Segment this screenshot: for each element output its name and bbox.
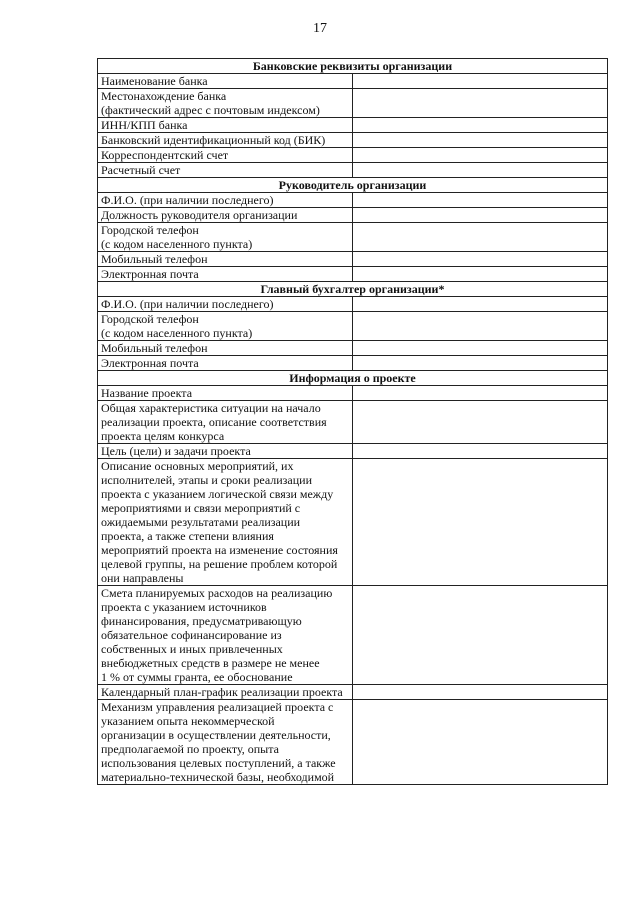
field-value-cell[interactable]	[353, 74, 608, 89]
field-label: Общая характеристика ситуации на начало реализации проекта, описание соответствия проекта целям конкурса	[98, 401, 353, 444]
field-label: ИНН/КПП банка	[98, 118, 353, 133]
table-row	[98, 163, 608, 178]
table-row	[98, 586, 608, 685]
table-row	[98, 341, 608, 356]
field-label: Механизм управления реализацией проекта с указанием опыта некоммерческой организации в осуществлении деятельности, предполагаемой по проекту, опыта использования целевых поступлений, а также материально-технической базы, необходимой	[98, 700, 353, 785]
section-header-row	[98, 178, 608, 193]
field-label: Описание основных мероприятий, их исполнителей, этапы и сроки реализации проекта с указанием логической связи между мероприятиями и связи мероприятий с ожидаемыми результатами реализации проекта, а также степени влияния мероприятий проекта на изменение состояния целевой группы, на решение проблем которой они направлены	[98, 459, 353, 586]
table-row	[98, 401, 608, 444]
field-value-cell[interactable]	[353, 401, 608, 444]
field-value-cell[interactable]	[353, 118, 608, 133]
field-value-cell[interactable]	[353, 267, 608, 282]
section-header-row	[98, 59, 608, 74]
field-value-cell[interactable]	[353, 193, 608, 208]
table-row	[98, 444, 608, 459]
table-row	[98, 74, 608, 89]
field-value-cell[interactable]	[353, 223, 608, 252]
field-label: Ф.И.О. (при наличии последнего)	[98, 193, 353, 208]
field-label: Название проекта	[98, 386, 353, 401]
field-label: Мобильный телефон	[98, 341, 353, 356]
table-row	[98, 89, 608, 118]
field-value-cell[interactable]	[353, 356, 608, 371]
field-label: Электронная почта	[98, 267, 353, 282]
section-header-row	[98, 371, 608, 386]
table-row	[98, 267, 608, 282]
field-value-cell[interactable]	[353, 685, 608, 700]
field-label: Банковский идентификационный код (БИК)	[98, 133, 353, 148]
field-value-cell[interactable]	[353, 312, 608, 341]
field-label: Смета планируемых расходов на реализацию проекта с указанием источников финансирования, предусматривающую обязательное софинансирование из собственных и иных привлеченных внебюджетных средств в размере не менее 1 % от суммы гранта, ее обоснование	[98, 586, 353, 685]
table-row	[98, 386, 608, 401]
field-value-cell[interactable]	[353, 386, 608, 401]
field-label: Электронная почта	[98, 356, 353, 371]
field-label: Календарный план-график реализации проекта	[98, 685, 353, 700]
table-row	[98, 118, 608, 133]
section-title: Главный бухгалтер организации*	[98, 282, 608, 297]
table-row	[98, 133, 608, 148]
field-label: Городской телефон (с кодом населенного пункта)	[98, 312, 353, 341]
field-label: Расчетный счет	[98, 163, 353, 178]
table-row	[98, 297, 608, 312]
field-label: Местонахождение банка (фактический адрес с почтовым индексом)	[98, 89, 353, 118]
page-number: 17	[313, 21, 327, 36]
field-value-cell[interactable]	[353, 297, 608, 312]
field-value-cell[interactable]	[353, 133, 608, 148]
field-value-cell[interactable]	[353, 252, 608, 267]
field-value-cell[interactable]	[353, 89, 608, 118]
table-row	[98, 459, 608, 586]
organization-info-table	[97, 58, 608, 785]
field-value-cell[interactable]	[353, 163, 608, 178]
field-label: Должность руководителя организации	[98, 208, 353, 223]
table-row	[98, 193, 608, 208]
table-row	[98, 356, 608, 371]
field-value-cell[interactable]	[353, 586, 608, 685]
field-value-cell[interactable]	[353, 341, 608, 356]
field-value-cell[interactable]	[353, 444, 608, 459]
section-title: Информация о проекте	[98, 371, 608, 386]
field-label: Цель (цели) и задачи проекта	[98, 444, 353, 459]
field-value-cell[interactable]	[353, 459, 608, 586]
field-label: Наименование банка	[98, 74, 353, 89]
section-title: Руководитель организации	[98, 178, 608, 193]
field-value-cell[interactable]	[353, 700, 608, 785]
table-row	[98, 685, 608, 700]
field-value-cell[interactable]	[353, 208, 608, 223]
field-label: Мобильный телефон	[98, 252, 353, 267]
field-label: Городской телефон (с кодом населенного пункта)	[98, 223, 353, 252]
table-row	[98, 208, 608, 223]
table-row	[98, 312, 608, 341]
field-value-cell[interactable]	[353, 148, 608, 163]
section-header-row	[98, 282, 608, 297]
field-label: Корреспондентский счет	[98, 148, 353, 163]
table-row	[98, 252, 608, 267]
section-title: Банковские реквизиты организации	[98, 59, 608, 74]
table-row	[98, 148, 608, 163]
table-row	[98, 223, 608, 252]
table-row	[98, 700, 608, 785]
field-label: Ф.И.О. (при наличии последнего)	[98, 297, 353, 312]
